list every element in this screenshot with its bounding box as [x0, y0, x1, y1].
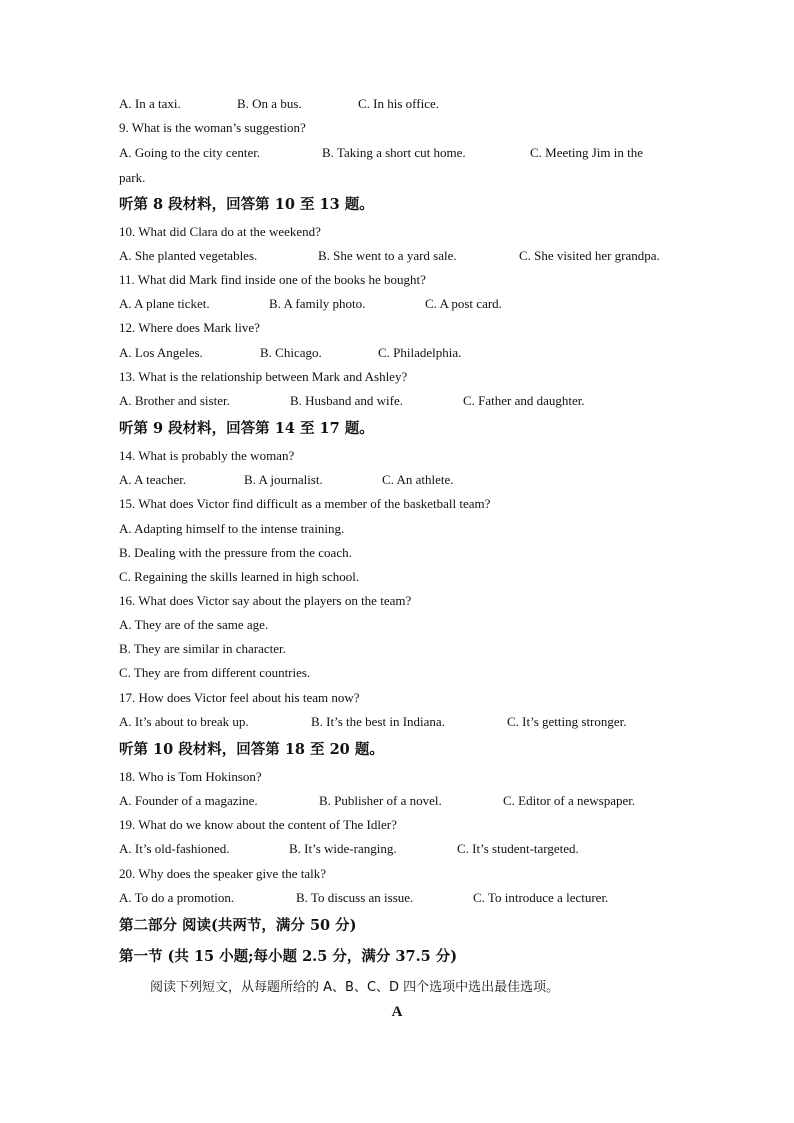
- q20-stem: 20. Why does the speaker give the talk?: [119, 866, 326, 881]
- q14-stem: 14. What is probably the woman?: [119, 448, 295, 463]
- q9-stem: 9. What is the woman’s suggestion?: [119, 120, 306, 135]
- passage-label: A: [391, 1004, 403, 1020]
- q15-option-b: B. Dealing with the pressure from the coach.: [119, 545, 352, 560]
- q12-option-a: A. Los Angeles.: [119, 345, 203, 360]
- q12-stem: 12. Where does Mark live?: [119, 320, 260, 335]
- q9-option-c: C. Meeting Jim in the: [530, 145, 644, 160]
- q16-option-a: A. They are of the same age.: [119, 617, 269, 632]
- q18-option-c: C. Editor of a newspaper.: [503, 793, 636, 808]
- q8-option-c: C. In his office.: [358, 96, 439, 111]
- q13-stem: 13. What is the relationship between Mark and Ashley?: [119, 369, 408, 384]
- q10-stem: 10. What did Clara do at the weekend?: [119, 224, 321, 239]
- q10-option-c: C. She visited her grandpa.: [519, 248, 660, 263]
- q13-option-b: B. Husband and wife.: [290, 393, 404, 408]
- q8-option-b: B. On a bus.: [237, 96, 302, 111]
- q14-option-b: B. A journalist.: [244, 472, 323, 487]
- q11-option-c: C. A post card.: [425, 296, 502, 311]
- q10-option-a: A. She planted vegetables.: [119, 248, 258, 263]
- q12-option-b: B. Chicago.: [260, 345, 322, 360]
- q17-stem: 17. How does Victor feel about his team now?: [119, 690, 360, 705]
- q20-option-c: C. To introduce a lecturer.: [473, 890, 609, 905]
- part-two-heading: 第二部分 阅读(共两节，满分 50 分): [119, 917, 357, 934]
- reading-instruction: 阅读下列短文，从每题所给的 A、B、C、D 四个选项中选出最佳选项。: [150, 980, 560, 995]
- section-heading-9: 听第 9 段材料，回答第 14 至 17 题。: [119, 420, 374, 437]
- q16-option-c: C. They are from different countries.: [119, 665, 311, 680]
- q20-option-a: A. To do a promotion.: [119, 890, 235, 905]
- q18-option-b: B. Publisher of a novel.: [319, 793, 442, 808]
- q16-option-b: B. They are similar in character.: [119, 641, 286, 656]
- q19-stem: 19. What do we know about the content of The Idler?: [119, 817, 397, 832]
- q19-option-b: B. It’s wide-ranging.: [289, 841, 397, 856]
- section-heading-10: 听第 10 段材料，回答第 18 至 20 题。: [119, 741, 384, 758]
- q15-option-c: C. Regaining the skills learned in high school.: [119, 569, 360, 584]
- q16-stem: 16. What does Victor say about the players on the team?: [119, 593, 412, 608]
- q19-option-a: A. It’s old-fashioned.: [119, 841, 230, 856]
- q17-option-a: A. It’s about to break up.: [119, 714, 249, 729]
- q13-option-a: A. Brother and sister.: [119, 393, 230, 408]
- q9-option-c-continued: park.: [119, 170, 146, 185]
- q15-stem: 15. What does Victor find difficult as a member of the basketball team?: [119, 496, 491, 511]
- q12-option-c: C. Philadelphia.: [378, 345, 462, 360]
- q18-option-a: A. Founder of a magazine.: [119, 793, 258, 808]
- q13-option-c: C. Father and daughter.: [463, 393, 585, 408]
- q11-option-b: B. A family photo.: [269, 296, 366, 311]
- q11-stem: 11. What did Mark find inside one of the books he bought?: [119, 272, 426, 287]
- q14-option-a: A. A teacher.: [119, 472, 187, 487]
- q14-option-c: C. An athlete.: [382, 472, 454, 487]
- q8-option-a: A. In a taxi.: [119, 96, 181, 111]
- q20-option-b: B. To discuss an issue.: [296, 890, 414, 905]
- q15-option-a: A. Adapting himself to the intense training.: [119, 521, 345, 536]
- q19-option-c: C. It’s student-targeted.: [457, 841, 579, 856]
- section-heading-8: 听第 8 段材料，回答第 10 至 13 题。: [119, 196, 374, 213]
- q9-option-b: B. Taking a short cut home.: [322, 145, 466, 160]
- q18-stem: 18. Who is Tom Hokinson?: [119, 769, 262, 784]
- q11-option-a: A. A plane ticket.: [119, 296, 210, 311]
- q9-option-a: A. Going to the city center.: [119, 145, 261, 160]
- q10-option-b: B. She went to a yard sale.: [318, 248, 457, 263]
- part-two-section-one-heading: 第一节 (共 15 小题;每小题 2.5 分，满分 37.5 分): [119, 948, 458, 965]
- q17-option-c: C. It’s getting stronger.: [507, 714, 627, 729]
- q17-option-b: B. It’s the best in Indiana.: [311, 714, 445, 729]
